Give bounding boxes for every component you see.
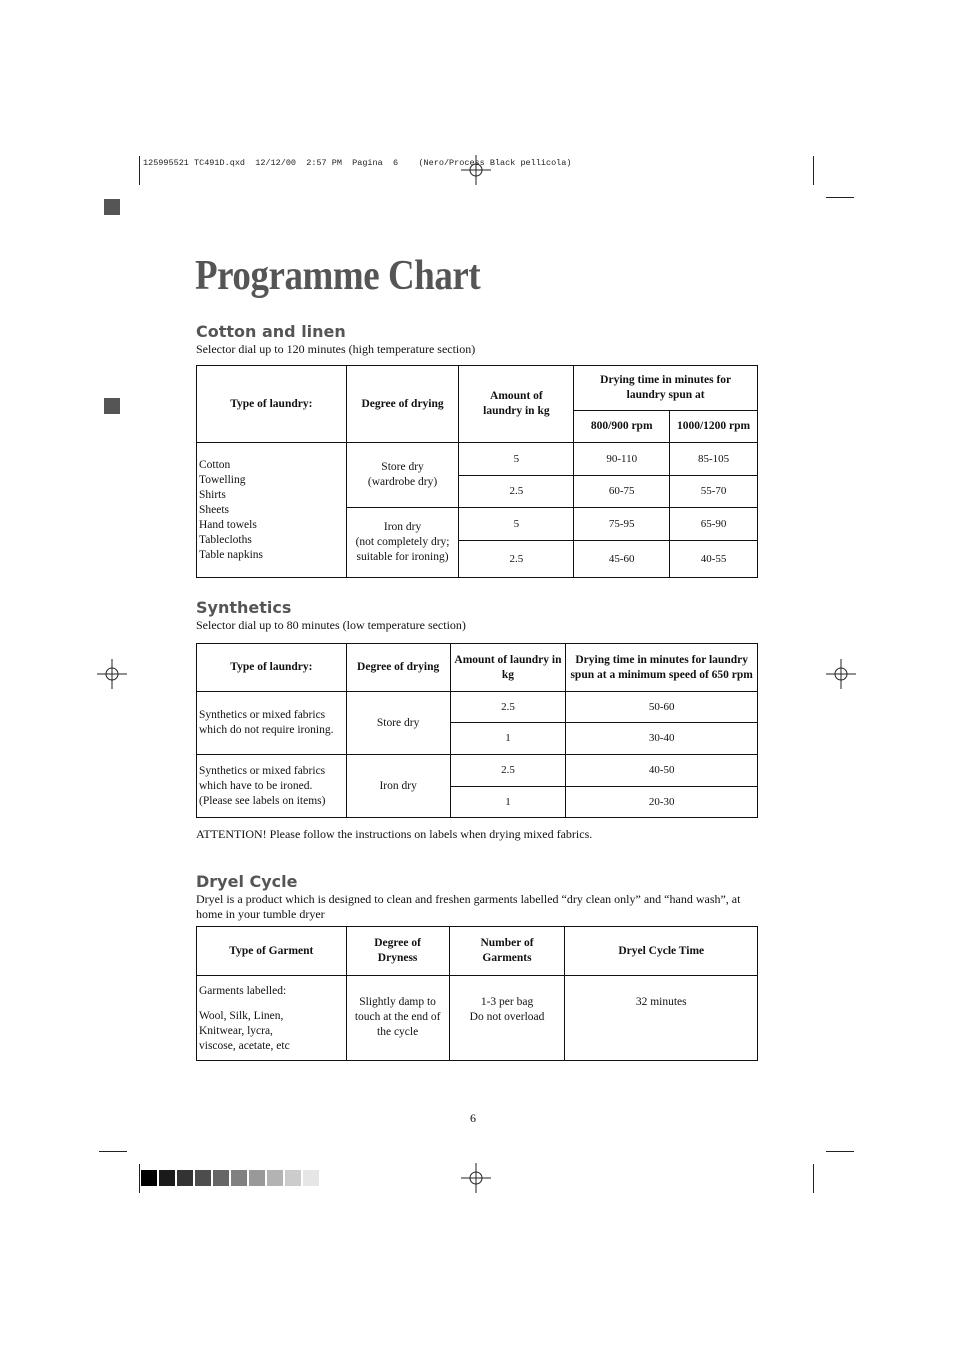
amount-cell: 5 (459, 443, 574, 476)
color-swatch (141, 1170, 157, 1186)
number-cell: 1-3 per bag Do not overload (449, 976, 565, 1061)
store-dry: Store dry (346, 692, 450, 755)
header-garment: Type of Garment (197, 927, 347, 976)
time-cell: 50-60 (566, 692, 758, 723)
crop-mark (826, 1151, 854, 1152)
amount-cell: 2.5 (459, 541, 574, 578)
color-swatch (303, 1170, 319, 1186)
header-type: Type of laundry: (197, 366, 347, 443)
page-number: 6 (470, 1111, 476, 1125)
laundry-types: Cotton Towelling Shirts Sheets Hand towels Tablecloths Table napkins (197, 443, 347, 578)
amount-cell: 1 (450, 723, 566, 755)
registration-square (104, 199, 120, 215)
amount-cell: 2.5 (450, 755, 566, 787)
crop-mark (139, 1164, 140, 1193)
laundry-type: Synthetics or mixed fabrics which have to be ironed. (Please see labels on items) (197, 755, 347, 818)
color-swatch (249, 1170, 265, 1186)
synthetics-heading: Synthetics (196, 598, 292, 617)
color-swatch (195, 1170, 211, 1186)
garment-label: Garments labelled: (199, 985, 287, 997)
color-swatch (177, 1170, 193, 1186)
amount-cell: 1 (450, 787, 566, 818)
synthetics-subtitle: Selector dial up to 80 minutes (low temperature section) (196, 618, 466, 632)
print-slug: 125995521 TC491D.qxd 12/12/00 2:57 PM Pagina 6 (Nero/Process Black pellicola) (143, 158, 572, 168)
store-dry: Store dry (wardrobe dry) (346, 443, 459, 508)
attention-note: ATTENTION! Please follow the instructions on labels when drying mixed fabrics. (196, 827, 593, 841)
time-cell: 55-70 (670, 476, 758, 508)
time-cell: 20-30 (566, 787, 758, 818)
dryel-subtitle: Dryel is a product which is designed to clean and freshen garments labelled “dry clean only” and “hand wash”, at home in your tumble dryer (196, 892, 741, 921)
time-cell: 65-90 (670, 508, 758, 541)
header-cycle: Dryel Cycle Time (565, 927, 758, 976)
header-rpm1: 800/900 rpm (574, 411, 670, 443)
header-amount: Amount of laundry in kg (450, 644, 566, 692)
registration-target-icon (461, 1163, 491, 1193)
time-cell: 90-110 (574, 443, 670, 476)
time-cell: 30-40 (566, 723, 758, 755)
garment-cell (197, 976, 347, 1061)
garment-list: Wool, Silk, Linen, Knitwear, lycra, viscose, acetate, etc (199, 1010, 290, 1052)
amount-cell: 2.5 (450, 692, 566, 723)
time-cell: 40-55 (670, 541, 758, 578)
header-rpm2: 1000/1200 rpm (670, 411, 758, 443)
laundry-type: Synthetics or mixed fabrics which do not require ironing. (197, 692, 347, 755)
crop-mark (99, 1151, 127, 1152)
time-cell: 60-75 (574, 476, 670, 508)
iron-dry: Iron dry (346, 755, 450, 818)
time-cell: 40-50 (566, 755, 758, 787)
registration-square (104, 398, 120, 414)
header-number: Number of Garments (449, 927, 565, 976)
synthetics-table (196, 643, 758, 818)
header-degree: Degree of drying (346, 644, 450, 692)
iron-dry: Iron dry (not completely dry; suitable for ironing) (346, 508, 459, 578)
header-amount: Amount of laundry in kg (459, 366, 574, 443)
crop-mark (813, 156, 814, 185)
color-swatch (159, 1170, 175, 1186)
color-swatch (285, 1170, 301, 1186)
dryel-heading: Dryel Cycle (196, 872, 298, 891)
time-cell: 45-60 (574, 541, 670, 578)
color-swatch (231, 1170, 247, 1186)
registration-target-icon (461, 155, 491, 185)
header-type: Type of laundry: (197, 644, 347, 692)
cotton-table (196, 365, 758, 578)
cotton-subtitle: Selector dial up to 120 minutes (high temperature section) (196, 342, 476, 356)
registration-target-icon (97, 659, 127, 689)
time-cell: 75-95 (574, 508, 670, 541)
dryness-cell: Slightly damp to touch at the end of the cycle (346, 976, 449, 1061)
crop-mark (826, 197, 854, 198)
crop-mark (139, 156, 140, 185)
header-degree: Degree of drying (346, 366, 459, 443)
header-drying-time: Drying time in minutes for laundry spun at (574, 366, 758, 411)
registration-target-icon (826, 659, 856, 689)
header-dryness: Degree of Dryness (346, 927, 449, 976)
page-title: Programme Chart (195, 253, 481, 299)
dryel-table (196, 926, 758, 1061)
amount-cell: 2.5 (459, 476, 574, 508)
time-cell: 85-105 (670, 443, 758, 476)
color-bar (141, 1170, 321, 1186)
cycle-cell: 32 minutes (565, 976, 758, 1061)
color-swatch (213, 1170, 229, 1186)
color-swatch (267, 1170, 283, 1186)
header-drying-time: Drying time in minutes for laundry spun at a minimum speed of 650 rpm (566, 644, 758, 692)
cotton-heading: Cotton and linen (196, 322, 346, 341)
amount-cell: 5 (459, 508, 574, 541)
crop-mark (813, 1164, 814, 1193)
